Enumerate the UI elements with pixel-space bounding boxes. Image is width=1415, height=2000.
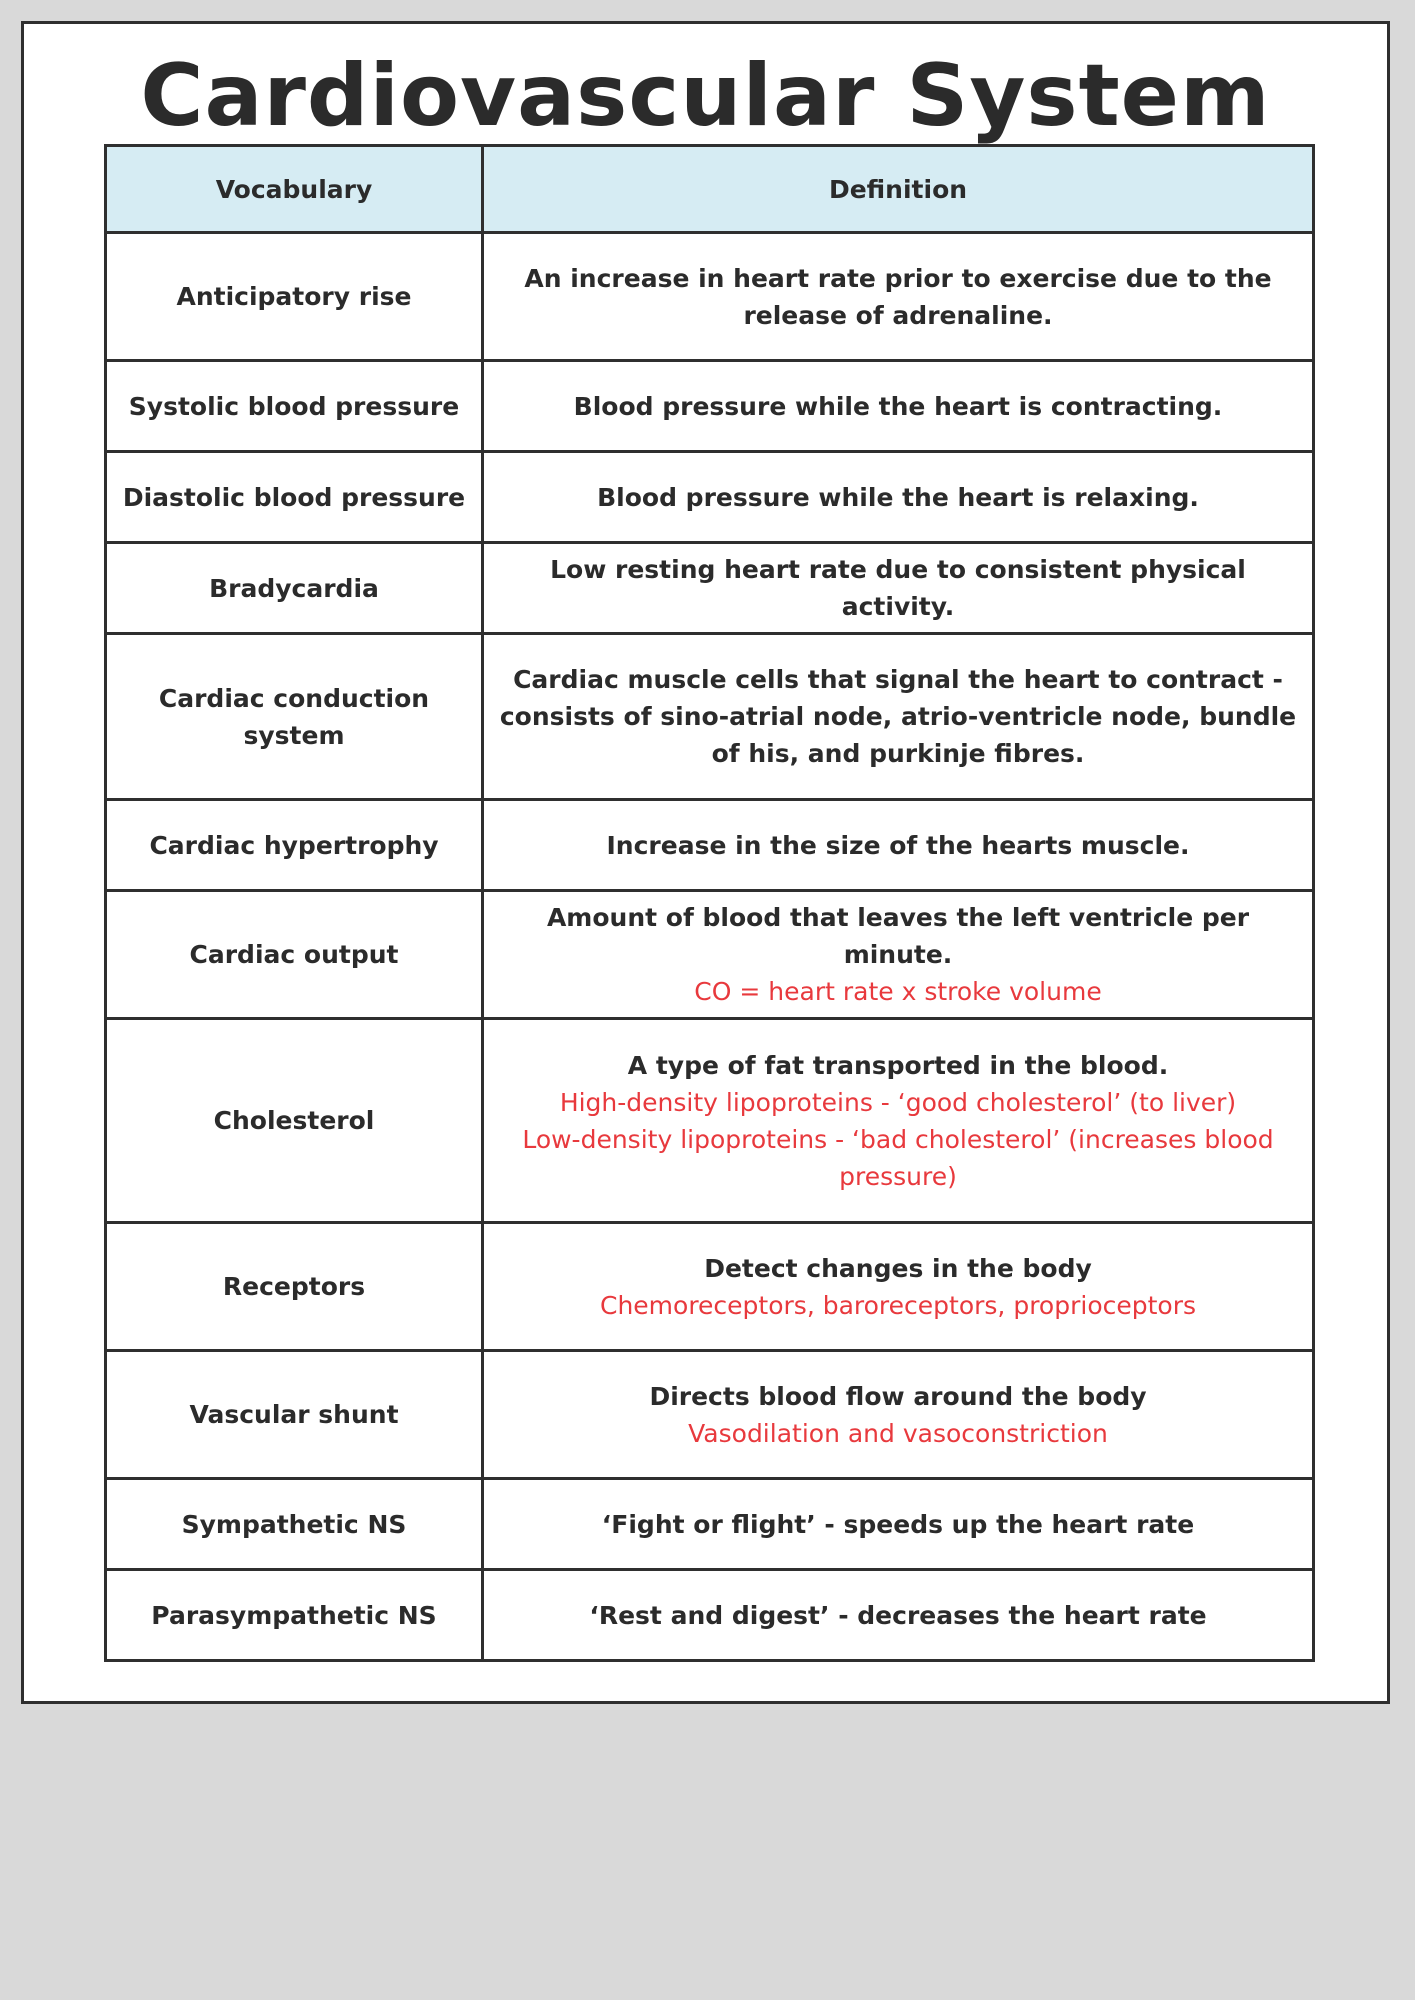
definition-cell (483, 634, 1314, 800)
definition-cell (483, 543, 1314, 634)
definition-cell (483, 891, 1314, 1019)
vocabulary-term: Bradycardia (106, 543, 483, 634)
table-row (106, 1351, 1314, 1479)
table-row (106, 1570, 1314, 1661)
definition-text: Blood pressure while the heart is contracting. (573, 391, 1223, 421)
vocabulary-term: Vascular shunt (106, 1351, 483, 1479)
definition-note: Low-density lipoproteins - ‘bad cholesterol’ (increases blood pressure) (522, 1124, 1274, 1191)
definition-text: Increase in the size of the hearts muscle. (606, 830, 1190, 860)
table-row (106, 800, 1314, 891)
vocabulary-table (104, 144, 1315, 1662)
vocabulary-term: Sympathetic NS (106, 1479, 483, 1570)
table-row (106, 634, 1314, 800)
definition-cell (483, 361, 1314, 452)
definition-text: Low resting heart rate due to consistent physical activity. (550, 555, 1246, 621)
definition-text: Amount of blood that leaves the left ventricle per minute. (546, 903, 1250, 969)
page-title: Cardiovascular System (140, 46, 1271, 146)
column-header-definition: Definition (483, 146, 1314, 233)
worksheet-card (21, 21, 1390, 1704)
definition-cell (483, 800, 1314, 891)
column-header-vocabulary: Vocabulary (106, 146, 483, 233)
vocabulary-term: Parasympathetic NS (106, 1570, 483, 1661)
vocabulary-term: Cardiac output (106, 891, 483, 1019)
vocabulary-term: Receptors (106, 1223, 483, 1351)
definition-cell (483, 1570, 1314, 1661)
definition-cell (483, 1223, 1314, 1351)
definition-note: CO = heart rate x stroke volume (694, 977, 1102, 1006)
vocabulary-term: Systolic blood pressure (106, 361, 483, 452)
definition-text: A type of fat transported in the blood. (627, 1050, 1169, 1080)
vocabulary-term: Anticipatory rise (106, 233, 483, 361)
vocabulary-term: Cholesterol (106, 1019, 483, 1223)
table-header-row (106, 146, 1314, 233)
definition-cell (483, 1479, 1314, 1570)
vocabulary-term: Cardiac hypertrophy (106, 800, 483, 891)
table-row (106, 1223, 1314, 1351)
definition-text: Detect changes in the body (704, 1253, 1092, 1283)
definition-note: Chemoreceptors, baroreceptors, proprioceptors (599, 1290, 1197, 1320)
definition-cell (483, 452, 1314, 543)
definition-text: ‘Rest and digest’ - decreases the heart rate (589, 1600, 1207, 1630)
definition-note: High-density lipoproteins - ‘good cholesterol’ (to liver) (559, 1087, 1237, 1117)
definition-cell (483, 1019, 1314, 1223)
definition-note: Vasodilation and vasoconstriction (688, 1418, 1108, 1448)
definition-cell (483, 1351, 1314, 1479)
table-row (106, 233, 1314, 361)
vocabulary-term: Cardiac conduction system (106, 634, 483, 800)
definition-text: ‘Fight or flight’ - speeds up the heart rate (601, 1509, 1195, 1539)
definition-text: Directs blood flow around the body (649, 1381, 1147, 1411)
table-row (106, 452, 1314, 543)
table-row (106, 543, 1314, 634)
definition-cell (483, 233, 1314, 361)
definition-text: Cardiac muscle cells that signal the heart to contract - consists of sino-atrial node, atrio-ventricle node, bundle of his, and purkinje fibres. (499, 665, 1297, 768)
table-row (106, 891, 1314, 1019)
table-row (106, 361, 1314, 452)
table-row (106, 1479, 1314, 1570)
table-row (106, 1019, 1314, 1223)
vocabulary-term: Diastolic blood pressure (106, 452, 483, 543)
definition-text: An increase in heart rate prior to exercise due to the release of adrenaline. (524, 263, 1272, 330)
definition-text: Blood pressure while the heart is relaxing. (597, 482, 1199, 512)
